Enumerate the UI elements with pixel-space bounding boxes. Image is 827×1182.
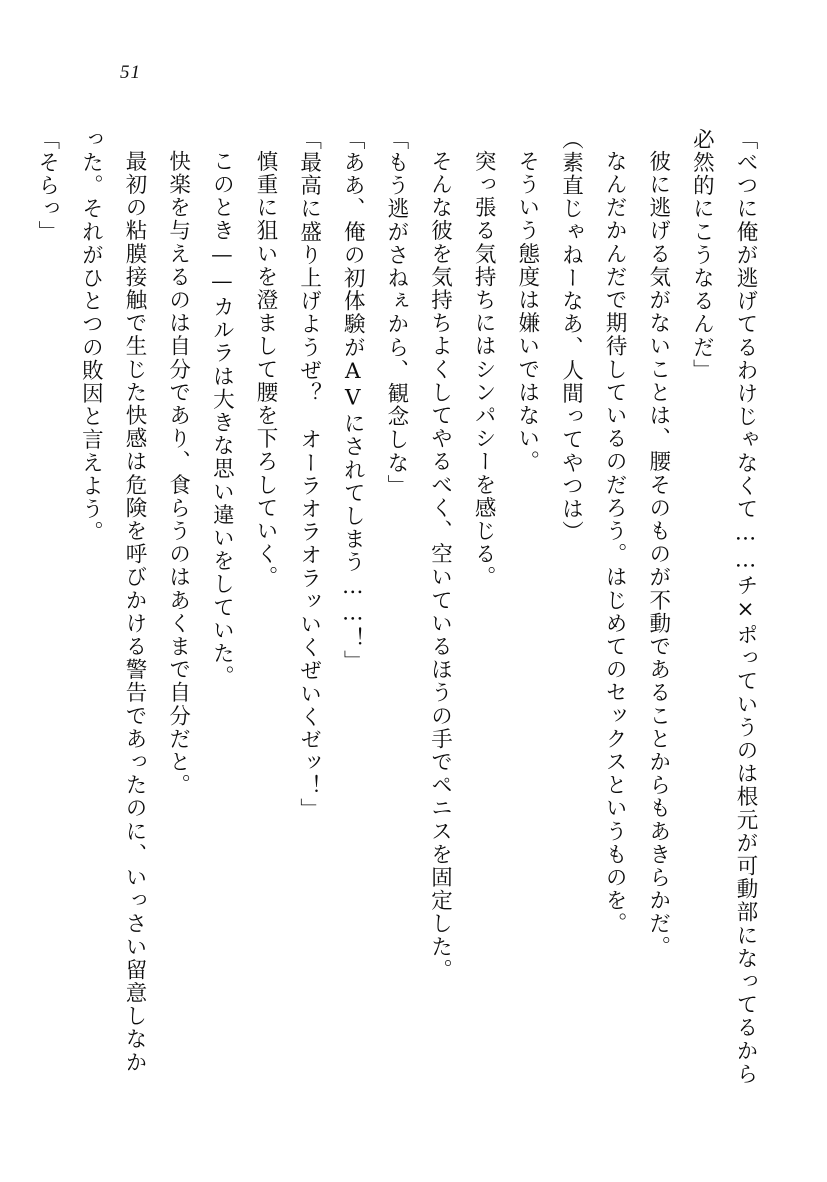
paragraph: 慎重に狙いを澄まして腰を下ろしていく。	[252, 150, 278, 589]
paragraph: 「ああ、俺の初体験がAVにされてしまう……！」	[340, 128, 366, 674]
paragraph: なんだかんだで期待しているのだろう。はじめてのセックスというものを。	[602, 150, 628, 936]
paragraph: 突っ張る気持ちにはシンパシーを感じる。	[471, 150, 497, 589]
paragraph: 「べつに俺が逃げてるわけじゃなくて……チ×ポっていうのは根元が可動部になってるから必然的にこうなるんだ」	[689, 128, 758, 1086]
paragraph: そんな彼を気持ちよくしてやるべく、空いているほうの手でペニスを固定した。	[427, 150, 453, 982]
paragraph: 「そらっ」	[34, 128, 60, 244]
body-text	[34, 128, 767, 1088]
page-number: 51	[120, 62, 141, 83]
paragraph: （素直じゃねーなあ、人間ってやつは）	[558, 128, 584, 544]
paragraph: 彼に逃げる気がないことは、腰そのものが不動であることからもあきらかだ。	[645, 150, 671, 959]
paragraph: 快楽を与えるのは自分であり、食らうのはあくまで自分だと。	[165, 150, 191, 797]
paragraph: そういう態度は嫌いではない。	[514, 150, 540, 474]
paragraph: 最初の粘膜接触で生じた快感は危険を呼びかける警告であったのに、いっさい留意しなかった。それがひとつの敗因と言えよう。	[78, 128, 148, 1074]
paragraph: 「最高に盛り上げようぜ？ オーラオラオラッいくぜいくゼッ！」	[296, 128, 322, 821]
paragraph: このとき——カルラは大きな思い違いをしていた。	[209, 150, 235, 689]
paragraph: 「もう逃がさねぇから、観念しな」	[383, 128, 409, 498]
